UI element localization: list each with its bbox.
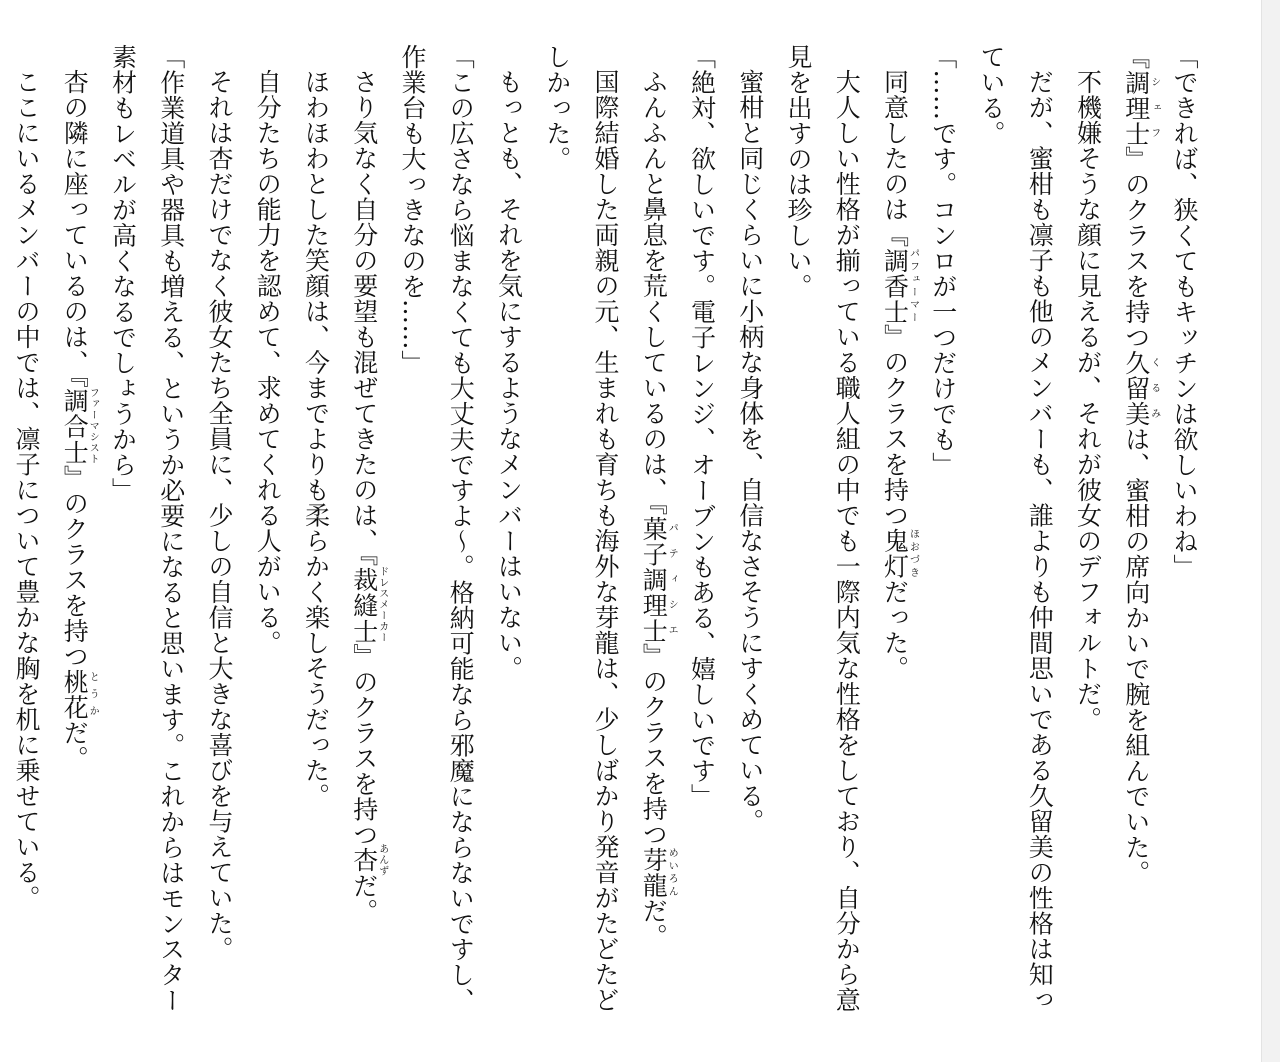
text-run: 』のクラスを持つ bbox=[639, 643, 669, 847]
text-line-8 bbox=[726, 44, 774, 1024]
text-line-2 bbox=[1112, 44, 1160, 1024]
text-run: 』のクラスを持つ bbox=[60, 464, 90, 669]
text-line-16 bbox=[243, 44, 291, 1024]
ruby-annotated-word: 裁縫士ドレスメーカー bbox=[349, 566, 388, 644]
ruby-annotated-word: 桃花とうか bbox=[60, 668, 99, 720]
text-run: 』のクラスを持つ bbox=[349, 643, 379, 848]
text-run: 「この広さなら悩まなくても大丈夫ですよ～。格納可能なら邪魔にならないですし、作業台も大っきなのを……」 bbox=[398, 44, 476, 1013]
text-run: 「……です。コンロが一つだけでも」 bbox=[928, 44, 958, 478]
text-run: 「できれば、狭くてもキッチンは欲しいわね」 bbox=[1170, 44, 1199, 580]
ruby-reading: パティシエ bbox=[666, 515, 678, 643]
ruby-reading: あんず bbox=[376, 843, 388, 877]
text-run: それは杏だけでなく彼女たち全員に、少しの自信と大きな喜びを与えていた。 bbox=[205, 69, 234, 962]
text-run: 大人しい性格が揃っている職人組の中でも一際内気な性格をしており、自分から意見を出すのは珍しい。 bbox=[784, 44, 862, 1013]
text-run: ふんふんと鼻息を荒くしているのは、『 bbox=[639, 69, 669, 516]
text-run: ここにいるメンバーの中では、凛子について豊かな胸を机に乗せている。 bbox=[12, 69, 41, 911]
text-run: 』のクラスを持つ bbox=[1121, 146, 1151, 350]
ruby-annotated-word: 菓子調理士パティシエ bbox=[639, 515, 678, 643]
ruby-reading: シェフ bbox=[1148, 69, 1160, 146]
text-run: 同意したのは『 bbox=[880, 69, 910, 248]
ruby-reading: めいろん bbox=[666, 847, 678, 898]
text-line-17 bbox=[195, 44, 243, 1024]
text-line-3 bbox=[1063, 44, 1111, 1024]
vertical-text-body bbox=[2, 44, 1208, 1024]
text-run: ほわほわとした笑顔は、今までよりも柔らかく楽しそうだった。 bbox=[301, 69, 331, 809]
text-line-6 bbox=[870, 44, 918, 1024]
ruby-annotated-word: 久留美くるみ bbox=[1121, 350, 1160, 427]
text-run: 「作業道具や器具も増える、というか必要になると思います。これからはモンスター素材もレベルが高くなるでしょうから」 bbox=[108, 44, 186, 1013]
ruby-reading: ドレスメーカー bbox=[376, 566, 388, 644]
text-run: もっとも、それを気にするようなメンバーはいない。 bbox=[494, 69, 524, 681]
text-line-14 bbox=[340, 44, 388, 1024]
ruby-annotated-word: 杏あんず bbox=[349, 843, 388, 877]
text-line-5 bbox=[919, 44, 967, 1024]
text-line-11 bbox=[533, 44, 630, 1024]
text-line-10 bbox=[629, 44, 677, 1024]
ruby-reading: パフューマー bbox=[907, 247, 919, 324]
text-run: 』のクラスを持つ bbox=[880, 324, 910, 528]
text-line-9 bbox=[677, 44, 725, 1024]
ruby-reading: くるみ bbox=[1148, 350, 1160, 427]
text-run: 蜜柑と同じくらいに小柄な身体を、自信なさそうにすくめている。 bbox=[735, 69, 765, 834]
text-run: は、蜜柑の席向かいで腕を組んでいた。 bbox=[1121, 426, 1151, 886]
text-run: さり気なく自分の要望も混ぜてきたのは、『 bbox=[349, 69, 379, 567]
ruby-annotated-word: 鬼灯ほおづき bbox=[880, 528, 919, 579]
text-run: 国際結婚した両親の元、生まれも育ちも海外な芽龍は、少しばかり発音がたどたどしかった。 bbox=[542, 44, 620, 1013]
text-run: だ。 bbox=[60, 719, 90, 771]
text-line-12 bbox=[484, 44, 532, 1024]
ruby-annotated-word: 調理士シェフ bbox=[1121, 69, 1160, 146]
text-line-4 bbox=[967, 44, 1064, 1024]
ruby-reading: とうか bbox=[87, 668, 99, 720]
text-line-20 bbox=[2, 44, 50, 1024]
text-line-19 bbox=[50, 44, 98, 1024]
text-line-18 bbox=[98, 44, 195, 1024]
ruby-annotated-word: 芽龍めいろん bbox=[639, 847, 678, 898]
text-run: だ。 bbox=[349, 872, 379, 924]
ruby-reading: ファーマシスト bbox=[87, 387, 99, 465]
text-run: 『 bbox=[1121, 44, 1151, 70]
text-run: だ。 bbox=[639, 898, 669, 949]
text-run: 「絶対、欲しいです。電子レンジ、オーブンもある、嬉しいです」 bbox=[687, 44, 717, 809]
text-line-7 bbox=[774, 44, 871, 1024]
ruby-annotated-word: 調香士パフューマー bbox=[880, 247, 919, 324]
text-run: だが、蜜柑も凛子も他のメンバーも、誰よりも仲間思いである久留美の性格は知っている。 bbox=[977, 44, 1055, 1013]
ruby-annotated-word: 調合士ファーマシスト bbox=[60, 387, 99, 465]
text-run: だった。 bbox=[880, 579, 910, 681]
text-run: 不機嫌そうな顔に見えるが、それが彼女のデフォルトだ。 bbox=[1073, 69, 1103, 732]
page-edge bbox=[1261, 0, 1280, 1062]
ruby-reading: ほおづき bbox=[907, 528, 919, 579]
text-line-13 bbox=[388, 44, 485, 1024]
text-line-1 bbox=[1160, 44, 1208, 1024]
text-line-15 bbox=[291, 44, 339, 1024]
text-run: 杏の隣に座っているのは、『 bbox=[60, 69, 90, 388]
text-run: 自分たちの能力を認めて、求めてくれる人がいる。 bbox=[253, 69, 283, 656]
